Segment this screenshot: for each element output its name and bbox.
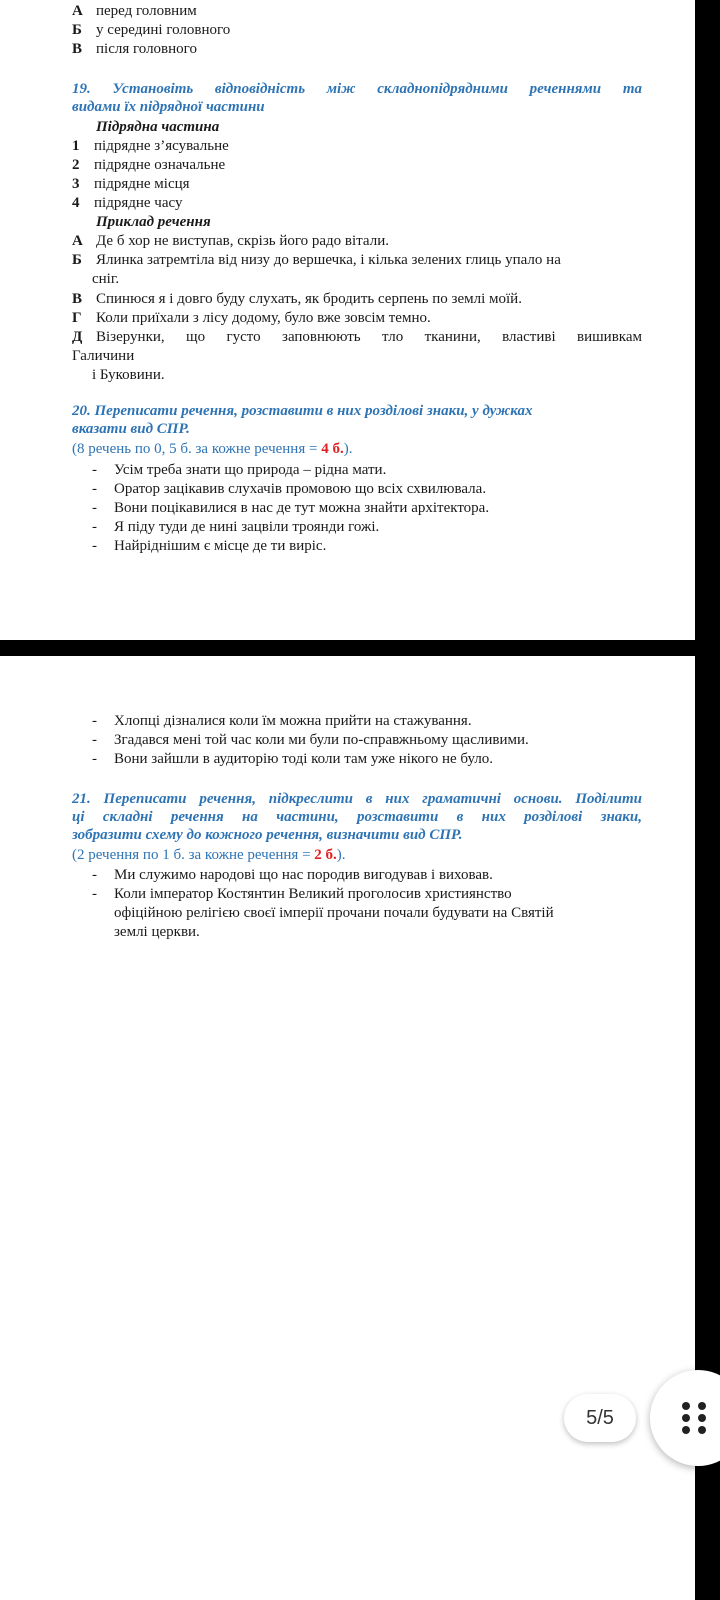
example-d-continuation: Галичини	[72, 348, 135, 364]
example-b: Б Ялинка затремтіла від низу до вершечка, і кілька зелених глиць упало на	[72, 252, 561, 268]
q20-sentence: - Згадався мені той час коли ми були по-справжньому щасливими.	[92, 732, 529, 748]
q21-scoring: (2 речення по 1 б. за кожне речення = 2 б.).	[72, 847, 346, 863]
option-v: В після головного	[72, 41, 197, 57]
page-indicator: 5/5	[564, 1394, 636, 1442]
q21-sentence-1: - Ми служимо народові що нас породив вигодував і виховав.	[92, 867, 493, 883]
q19-subheading-example: Приклад речення	[96, 214, 211, 230]
option-b: Б у середині головного	[72, 22, 231, 38]
q20-title-line2: вказати вид СПР.	[72, 421, 190, 437]
q20-sentence: - Найріднішим є місце де ти виріс.	[92, 538, 327, 554]
q20-sentence: - Я піду туди де нині зацвіли троянди гожі.	[92, 519, 380, 535]
q20-sentence: - Усім треба знати що природа – рідна мати.	[92, 462, 387, 478]
clause-4: 4 підрядне часу	[72, 195, 183, 211]
q19-subheading-clause: Підрядна частина	[96, 119, 220, 135]
example-b-continuation: сніг.	[92, 271, 120, 287]
example-d-continuation-2: і Буковини.	[92, 367, 165, 383]
q21-sentence-2-line3: землі церкви.	[114, 924, 200, 940]
q21-title-line1: 21. Переписати речення, підкреслити в них граматичні основи. Поділити	[72, 791, 642, 807]
q19-title-line1: 19. Установіть відповідність між складнопідрядними реченнями та	[72, 81, 642, 97]
q20-sentence: - Вони поцікавилися в нас де тут можна знайти архітектора.	[92, 500, 490, 516]
option-a: А перед головним	[72, 3, 197, 19]
clause-2: 2 підрядне означальне	[72, 157, 226, 173]
q20-title-line1: 20. Переписати речення, розставити в них розділові знаки, у дужках	[72, 403, 533, 419]
example-g: Г Коли приїхали з лісу додому, було вже зовсім темно.	[72, 310, 431, 326]
q20-sentence: - Вони зайшли в аудиторію тоді коли там уже нікого не було.	[92, 751, 494, 767]
viewer-side-edge	[695, 0, 720, 1600]
example-a: А Де б хор не виступав, скрізь його радо вітали.	[72, 233, 389, 249]
clause-3: 3 підрядне місця	[72, 176, 190, 192]
document-page	[0, 656, 695, 1600]
clause-1: 1 підрядне з’ясувальне	[72, 138, 229, 154]
q19-title-line2: видами їх підрядної частини	[72, 99, 265, 115]
example-d: Д Візерунки, що густо заповнюють тло тканини, властиві вишивкам	[72, 329, 642, 345]
q20-scoring: (8 речень по 0, 5 б. за кожне речення = 4 б.).	[72, 441, 353, 457]
q21-sentence-2: - Коли імператор Костянтин Великий проголосив християнство	[92, 886, 512, 902]
q21-title-line3: зобразити схему до кожного речення, визначити вид СПР.	[72, 827, 463, 843]
q20-sentence: - Хлопці дізналися коли їм можна прийти на стажування.	[92, 713, 472, 729]
example-v: В Спинюся я і довго буду слухать, як бродить серпень по землі моїй.	[72, 291, 522, 307]
document-page	[0, 0, 695, 640]
page-separator	[0, 640, 720, 656]
q21-title-line2: ці складні речення на частини, розставити в них розділові знаки,	[72, 809, 642, 825]
q20-sentence: - Оратор зацікавив слухачів промовою що всіх схвилювала.	[92, 481, 487, 497]
q21-sentence-2-line2: офіційною релігією своєї імперії прочани почали будувати на Святій	[114, 905, 554, 921]
